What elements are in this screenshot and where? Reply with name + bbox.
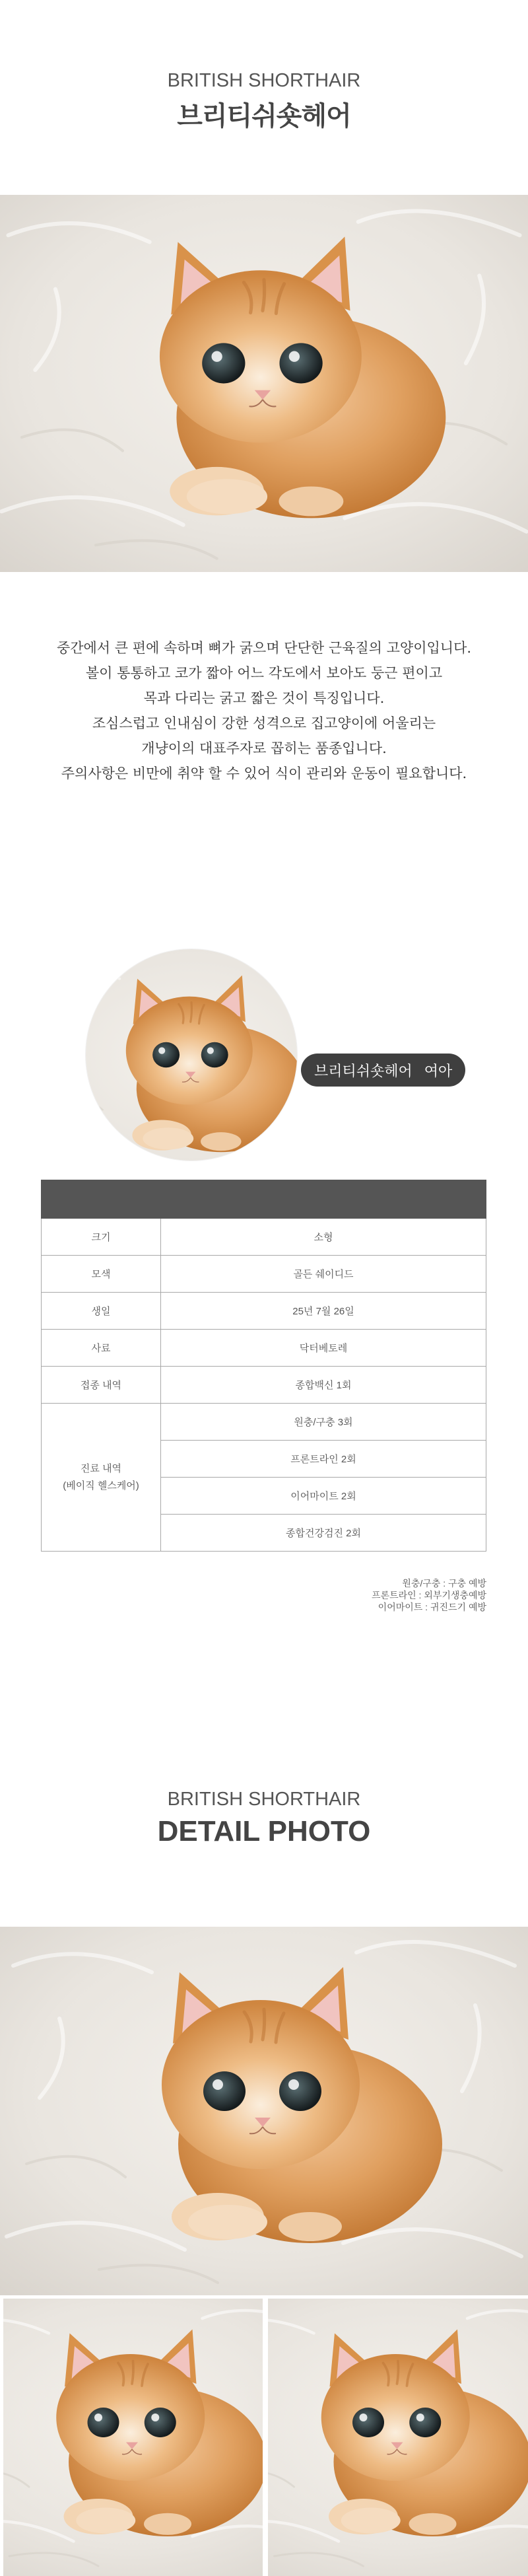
hero-kitten-photo (0, 195, 528, 572)
care-item: 종합건강검진 2회 (161, 1515, 486, 1552)
detail-photo-heading: DETAIL PHOTO (157, 1815, 371, 1847)
table-row (42, 1367, 486, 1404)
table-row (42, 1219, 486, 1256)
detail-kitten-photo-large (0, 1927, 528, 2295)
table-header-cell (161, 1180, 486, 1219)
description-line: 주의사항은 비만에 취약 할 수 있어 식이 관리와 운동이 필요합니다. (61, 766, 467, 781)
row-label: 접종 내역 (42, 1367, 161, 1404)
detail-kitten-photo-right (268, 2299, 528, 2576)
row-value: 25년 7월 26일 (161, 1293, 486, 1330)
row-value: 소형 (161, 1219, 486, 1256)
table-row (42, 1293, 486, 1330)
table-header-row (42, 1180, 486, 1219)
breed-title-korean: 브리티쉬숏헤어 (177, 102, 351, 131)
profile-kitten-photo (86, 949, 297, 1161)
breed-title-english: BRITISH SHORTHAIR (167, 70, 361, 91)
care-item: 이어마이트 2회 (161, 1478, 486, 1515)
row-value: 골든 쉐이디드 (161, 1256, 486, 1293)
badge-gender: 여아 (424, 1062, 453, 1079)
description-line: 개냥이의 대표주자로 꼽히는 품종입니다. (141, 740, 387, 756)
footnote-line: 이어마이트 : 귀진드기 예방 (378, 1602, 486, 1612)
detail-kitten-photo-left (3, 2299, 263, 2576)
detail-title-english: BRITISH SHORTHAIR (167, 1789, 361, 1810)
care-item: 프론트라인 2회 (161, 1441, 486, 1478)
footnote-line: 프론트라인 : 외부기생충예방 (372, 1590, 486, 1600)
care-history-label (42, 1404, 161, 1552)
footnote-line: 원충/구충 : 구충 예방 (402, 1578, 486, 1589)
row-value: 종합백신 1회 (161, 1367, 486, 1404)
table-header-cell (42, 1180, 161, 1219)
row-value: 닥터베토레 (161, 1330, 486, 1367)
kitten-spec-table (41, 1180, 486, 1552)
description-line: 볼이 통통하고 코가 짧아 어느 각도에서 보아도 둥근 편이고 (85, 665, 443, 681)
care-label-line2: (베이직 헬스케어) (63, 1480, 139, 1491)
breed-gender-badge (301, 1054, 465, 1087)
description-line: 조심스럽고 인내심이 강한 성격으로 집고양이에 어울리는 (92, 715, 436, 731)
description-line: 목과 다리는 굵고 짧은 것이 특징입니다. (143, 690, 385, 706)
table-row (42, 1256, 486, 1293)
description-line: 중간에서 큰 편에 속하며 뼈가 굵으며 단단한 근육질의 고양이입니다. (56, 640, 472, 656)
row-label: 모색 (42, 1256, 161, 1293)
row-label: 생일 (42, 1293, 161, 1330)
care-item: 원충/구충 3회 (161, 1404, 486, 1441)
table-row (42, 1330, 486, 1367)
row-label: 사료 (42, 1330, 161, 1367)
table-row (42, 1404, 486, 1441)
care-label-line1: 진료 내역 (80, 1462, 122, 1474)
row-label: 크기 (42, 1219, 161, 1256)
care-footnotes (372, 1577, 486, 1613)
breed-description (0, 635, 528, 786)
badge-breed: 브리티쉬숏헤어 (314, 1062, 412, 1079)
